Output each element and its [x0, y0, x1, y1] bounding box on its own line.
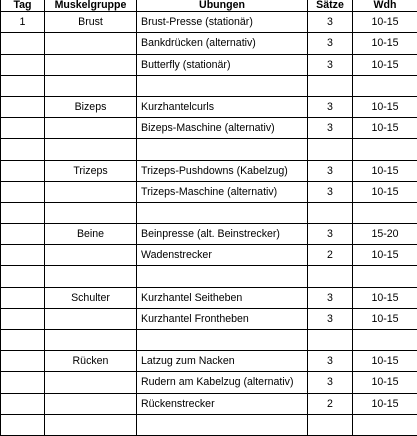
reps-cell: 10-15: [353, 351, 417, 372]
sets-cell: 3: [308, 181, 353, 202]
sets-cell: 2: [308, 393, 353, 414]
sets-cell: 2: [308, 245, 353, 266]
reps-cell: 10-15: [353, 287, 417, 308]
reps-cell: 10-15: [353, 12, 417, 33]
sets-cell: 3: [308, 96, 353, 117]
sets-cell: 3: [308, 33, 353, 54]
column-header-day: Tag: [1, 0, 45, 12]
exercise-cell: [137, 139, 308, 160]
sets-cell: [308, 266, 353, 287]
day-cell: [1, 330, 45, 351]
sets-cell: [308, 139, 353, 160]
day-cell: [1, 33, 45, 54]
exercise-cell: Rudern am Kabelzug (alternativ): [137, 372, 308, 393]
reps-cell: 10-15: [353, 372, 417, 393]
sets-cell: 3: [308, 287, 353, 308]
reps-cell: [353, 202, 417, 223]
exercise-cell: [137, 414, 308, 435]
table-row: [1, 351, 417, 372]
day-cell: [1, 202, 45, 223]
exercise-cell: Kurzhantel Seitheben: [137, 287, 308, 308]
reps-cell: 10-15: [353, 160, 417, 181]
sets-cell: 3: [308, 224, 353, 245]
day-cell: [1, 139, 45, 160]
day-cell: [1, 414, 45, 435]
day-cell: [1, 54, 45, 75]
sets-cell: [308, 330, 353, 351]
day-cell: [1, 287, 45, 308]
exercise-cell: Bizeps-Maschine (alternativ): [137, 118, 308, 139]
reps-cell: 10-15: [353, 96, 417, 117]
day-cell: [1, 181, 45, 202]
muscle-group-cell: [45, 372, 137, 393]
table-row: [1, 33, 417, 54]
day-cell: [1, 75, 45, 96]
muscle-group-cell: [45, 118, 137, 139]
reps-cell: 10-15: [353, 308, 417, 329]
muscle-group-cell: Beine: [45, 224, 137, 245]
sets-cell: 3: [308, 12, 353, 33]
exercise-cell: [137, 266, 308, 287]
day-cell: [1, 245, 45, 266]
table-row: [1, 393, 417, 414]
sets-cell: [308, 75, 353, 96]
reps-cell: [353, 75, 417, 96]
exercise-cell: Rückenstrecker: [137, 393, 308, 414]
reps-cell: [353, 266, 417, 287]
day-cell: 1: [1, 12, 45, 33]
table-row: [1, 224, 417, 245]
column-header-reps: Wdh: [353, 0, 417, 12]
exercise-cell: Kurzhantelcurls: [137, 96, 308, 117]
table-row: [1, 181, 417, 202]
exercise-cell: Wadenstrecker: [137, 245, 308, 266]
reps-cell: 10-15: [353, 54, 417, 75]
column-header-sets: Sätze: [308, 0, 353, 12]
muscle-group-cell: [45, 181, 137, 202]
header-row: [1, 0, 417, 12]
reps-cell: 10-15: [353, 118, 417, 139]
table-row: [1, 96, 417, 117]
table-row: [1, 308, 417, 329]
muscle-group-cell: [45, 308, 137, 329]
exercise-cell: Bankdrücken (alternativ): [137, 33, 308, 54]
table-row: [1, 160, 417, 181]
muscle-group-cell: Brust: [45, 12, 137, 33]
table-row: [1, 139, 417, 160]
table-row: [1, 12, 417, 33]
table-row: [1, 372, 417, 393]
muscle-group-cell: Bizeps: [45, 96, 137, 117]
reps-cell: [353, 330, 417, 351]
column-header-exercises: Übungen: [137, 0, 308, 12]
sets-cell: 3: [308, 372, 353, 393]
sets-cell: 3: [308, 54, 353, 75]
sets-cell: 3: [308, 118, 353, 139]
exercise-cell: Trizeps-Maschine (alternativ): [137, 181, 308, 202]
table-row: [1, 54, 417, 75]
day-cell: [1, 96, 45, 117]
table-row: [1, 330, 417, 351]
muscle-group-cell: [45, 139, 137, 160]
muscle-group-cell: [45, 54, 137, 75]
muscle-group-cell: [45, 393, 137, 414]
table-row: [1, 202, 417, 223]
reps-cell: [353, 414, 417, 435]
exercise-cell: [137, 202, 308, 223]
sets-cell: [308, 414, 353, 435]
exercise-cell: Brust-Presse (stationär): [137, 12, 308, 33]
sets-cell: 3: [308, 351, 353, 372]
muscle-group-cell: [45, 75, 137, 96]
muscle-group-cell: [45, 330, 137, 351]
table-row: [1, 75, 417, 96]
reps-cell: 10-15: [353, 393, 417, 414]
exercise-cell: Kurzhantel Frontheben: [137, 308, 308, 329]
day-cell: [1, 351, 45, 372]
day-cell: [1, 224, 45, 245]
exercise-cell: Latzug zum Nacken: [137, 351, 308, 372]
column-header-muscle-group: Muskelgruppe: [45, 0, 137, 12]
muscle-group-cell: [45, 414, 137, 435]
day-cell: [1, 393, 45, 414]
muscle-group-cell: [45, 202, 137, 223]
table-row: [1, 245, 417, 266]
table-row: [1, 266, 417, 287]
day-cell: [1, 160, 45, 181]
table-row: [1, 287, 417, 308]
reps-cell: 10-15: [353, 33, 417, 54]
exercise-cell: [137, 330, 308, 351]
muscle-group-cell: [45, 266, 137, 287]
reps-cell: [353, 139, 417, 160]
muscle-group-cell: [45, 245, 137, 266]
muscle-group-cell: Trizeps: [45, 160, 137, 181]
exercise-cell: Butterfly (stationär): [137, 54, 308, 75]
sets-cell: [308, 202, 353, 223]
day-cell: [1, 266, 45, 287]
day-cell: [1, 372, 45, 393]
muscle-group-cell: Rücken: [45, 351, 137, 372]
sets-cell: 3: [308, 308, 353, 329]
day-cell: [1, 308, 45, 329]
day-cell: [1, 118, 45, 139]
exercise-cell: Beinpresse (alt. Beinstrecker): [137, 224, 308, 245]
reps-cell: 10-15: [353, 181, 417, 202]
table-row: [1, 118, 417, 139]
muscle-group-cell: Schulter: [45, 287, 137, 308]
exercise-cell: Trizeps-Pushdowns (Kabelzug): [137, 160, 308, 181]
muscle-group-cell: [45, 33, 137, 54]
reps-cell: 10-15: [353, 245, 417, 266]
table-row: [1, 414, 417, 435]
sets-cell: 3: [308, 160, 353, 181]
reps-cell: 15-20: [353, 224, 417, 245]
exercise-cell: [137, 75, 308, 96]
